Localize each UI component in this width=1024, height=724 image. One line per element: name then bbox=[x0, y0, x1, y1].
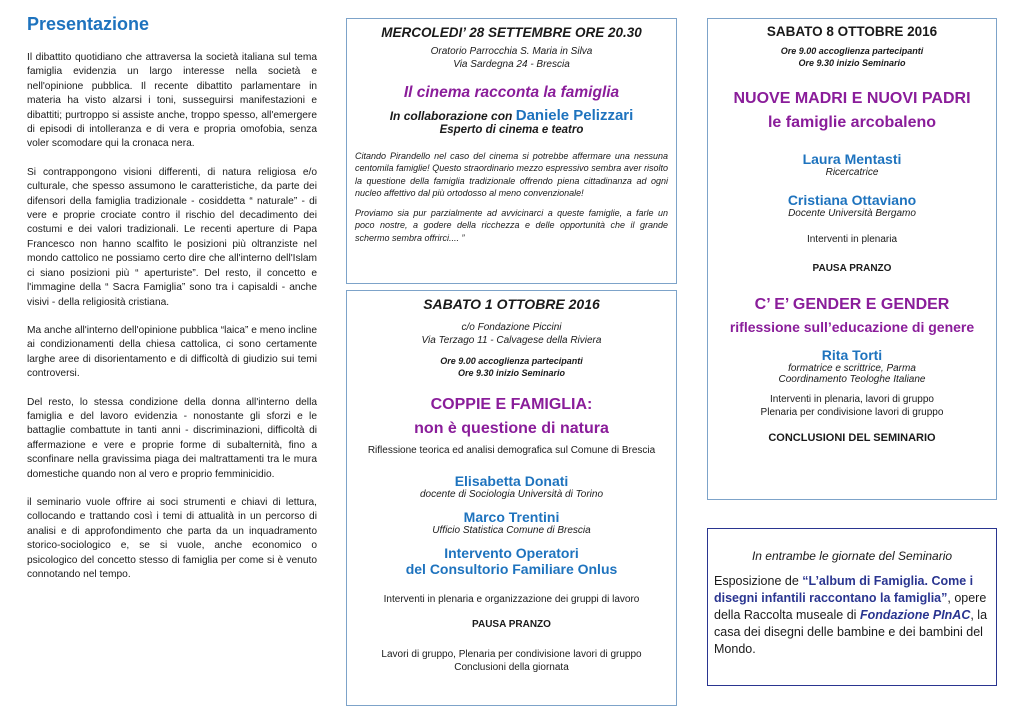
speaker-name: Rita Torti bbox=[821, 347, 883, 363]
collaborator-role: Esperto di cinema e teatro bbox=[439, 124, 584, 136]
paragraph-1: Il dibattito quotidiano che attraversa la società italiana sul tema famiglia evidenzia un largo interesse nella società e nell'opinione pubblica. Il recente dibattito parlamentare in materia ha visto alzarsi i toni, susseguirsi manifestazioni e dibattiti; purtroppo si assiste anche, troppo spesso, all'emergere di episodi di intolleranza e di vera e propria omofobia, senza voler scomodare qui la cronaca nera. bbox=[27, 52, 317, 150]
session-subtitle: riflessione sull’educazione di genere bbox=[729, 319, 975, 335]
event-box-oct-1 bbox=[346, 290, 677, 706]
lunch-break: PAUSA PRANZO bbox=[812, 263, 892, 274]
start-time: Ore 9.30 inizio Seminario bbox=[457, 368, 566, 378]
exhibition-quote-close: ” bbox=[941, 591, 948, 605]
event-place: Oratorio Parrocchia S. Maria in Silva bbox=[430, 46, 593, 57]
event-date: SABATO 1 OTTOBRE 2016 bbox=[423, 296, 600, 312]
event-place: c/o Fondazione Piccini bbox=[461, 322, 562, 333]
presentation-column bbox=[27, 14, 317, 596]
plenary-line: Interventi in plenaria bbox=[806, 234, 898, 245]
speaker-affiliation: Ufficio Statistica Comune di Brescia bbox=[432, 525, 591, 536]
session-title: COPPIE E FAMIGLIA: bbox=[430, 396, 593, 413]
group-work-line: Lavori di gruppo, Plenaria per condivisione lavori di gruppo bbox=[381, 649, 642, 660]
exhibition-header: In entrambe le giornate del Seminario bbox=[751, 549, 953, 563]
speaker-name: Laura Mentasti bbox=[802, 151, 902, 167]
day-conclusion: Conclusioni della giornata bbox=[454, 662, 569, 673]
collaboration-line bbox=[347, 107, 676, 124]
presentation-title: Presentazione bbox=[27, 14, 150, 34]
plenary-line: Interventi in plenaria, lavori di gruppo bbox=[770, 394, 934, 405]
event-date: SABATO 8 OTTOBRE 2016 bbox=[766, 24, 938, 39]
session-description: Riflessione teorica ed analisi demografica sul Comune di Brescia bbox=[367, 445, 656, 456]
event-address: Via Sardegna 24 - Brescia bbox=[453, 59, 570, 70]
speaker-affiliation: Ricercatrice bbox=[825, 167, 879, 178]
event-box-sept-28 bbox=[346, 18, 677, 284]
event-date: MERCOLEDI’ 28 SETTEMBRE ORE 20.30 bbox=[381, 25, 642, 40]
exhibition-quote-open: “ bbox=[802, 574, 809, 588]
speaker-name: del Consultorio Familiare Onlus bbox=[405, 561, 618, 577]
session-title: NUOVE MADRI E NUOVI PADRI bbox=[733, 90, 971, 107]
paragraph-3: Ma anche all'interno dell'opinione pubblica “laica” e meno incline ai condizionamenti della chiesa cattolica, ci sono certamente larghe aree di disorientamento e di difficoltà di giudizio sui temi controversi. bbox=[27, 324, 317, 380]
exhibition-text-middle: , opere della Raccolta museale di bbox=[714, 591, 987, 622]
foundation-name: Fondazione PInAC bbox=[859, 608, 971, 622]
collaborator-name: Daniele Pelizzari bbox=[515, 107, 634, 124]
welcome-time: Ore 9.00 accoglienza partecipanti bbox=[440, 356, 583, 366]
exhibition-text-end: , la casa dei disegni delle bambine e dei bambini del Mondo. bbox=[714, 608, 988, 656]
session-subtitle: non è questione di natura bbox=[414, 420, 609, 437]
exhibition-text-start: Esposizione de bbox=[714, 574, 799, 588]
exhibition-text bbox=[714, 573, 990, 658]
speaker-name: Intervento Operatori bbox=[444, 545, 579, 561]
paragraph-5: il seminario vuole offrire ai soci strumenti e chiavi di lettura, collocando e trattando così i temi di attualità in un percorso di analisi e di approfondimento che parta da un inquadramento storico-sociologico e, se si vuole, anche economico o psicologico del concetto stesso di famiglia per come si è venuto connotando nel tempo. bbox=[27, 496, 317, 580]
event-description-2: Proviamo sia pur parzialmente ad avvicinarci a queste famiglie, a farle un poco nostre, a godere della ricchezza e delle opportunità che il grande schermo sembra offrirci.... ” bbox=[355, 208, 668, 243]
start-time: Ore 9.30 inizio Seminario bbox=[798, 58, 906, 68]
exhibition-title: L’album di Famiglia. Come i disegni infantili raccontano la famiglia bbox=[714, 574, 974, 605]
event-description-1: Citando Pirandello nel caso del cinema si potrebbe affermare una nessuna centomila famiglie! Questo straordinario mezzo espressivo sembra aver risolto la questione della famiglia tradizionale offrendo piena cittadinanza ad ogni nucleo affettivo dal più ortodosso al meno convenzionale! bbox=[355, 151, 668, 198]
speaker-name: Cristiana Ottaviano bbox=[787, 192, 917, 208]
session-title: C’ E’ GENDER E GENDER bbox=[754, 296, 950, 313]
plenary-line: Interventi in plenaria e organizzazione dei gruppi di lavoro bbox=[383, 594, 640, 605]
speaker-affiliation: Coordinamento Teologhe Italiane bbox=[778, 374, 926, 385]
speaker-affiliation: formatrice e scrittrice, Parma bbox=[788, 363, 916, 374]
lunch-break: PAUSA PRANZO bbox=[472, 619, 551, 630]
plenary-line: Plenaria per condivisione lavori di gruppo bbox=[760, 407, 944, 418]
speaker-affiliation: Docente Università Bergamo bbox=[788, 208, 916, 219]
collaboration-prefix: In collaborazione con bbox=[389, 109, 513, 123]
event-title: Il cinema racconta la famiglia bbox=[403, 84, 620, 101]
speaker-name: Elisabetta Donati bbox=[454, 473, 569, 489]
session-subtitle: le famiglie arcobaleno bbox=[767, 114, 937, 131]
seminar-conclusion: CONCLUSIONI DEL SEMINARIO bbox=[768, 432, 936, 444]
speaker-name: Marco Trentini bbox=[463, 509, 560, 525]
event-box-oct-8 bbox=[707, 18, 997, 500]
speaker-affiliation: docente di Sociologia Università di Torino bbox=[419, 489, 604, 500]
exhibition-box bbox=[707, 528, 997, 686]
paragraph-2: Si contrappongono visioni differenti, di natura religiosa e/o culturale, che spesso assumono le caratteristiche, da parte dei difensori della famiglia tradizionale - cosiddetta “ naturale” - di vere e proprie crociate contro il rischio del decadimento dei costumi e dei valori tradizionali. Le recenti aperture di Papa Francesco non hanno scalfito le posizioni più oltranziste nel mondo cattolico ne possiamo certo dire che all'interno dell'Islam ci siano posizioni più “ aperturiste”. Del resto, il concetto e l'immagine della “ Sacra Famiglia” sono tra i capisaldi - anche visivi - della religiosità cristiana. bbox=[27, 166, 317, 308]
welcome-time: Ore 9.00 accoglienza partecipanti bbox=[780, 46, 924, 56]
event-address: Via Terzago 11 - Calvagese della Riviera bbox=[421, 335, 602, 346]
paragraph-4: Del resto, lo stessa condizione della donna all'interno della famiglia e del lavoro evidenzia - nonostante gli sforzi e le battaglie combattute in tanti anni - discriminazioni, difficoltà di affermazione e vere e proprie forme di subalternità, fino a sconfinare nella gravissima piaga dei maltrattamenti tra le mura domestiche quando non al vero e proprio femminicidio. bbox=[27, 396, 317, 480]
